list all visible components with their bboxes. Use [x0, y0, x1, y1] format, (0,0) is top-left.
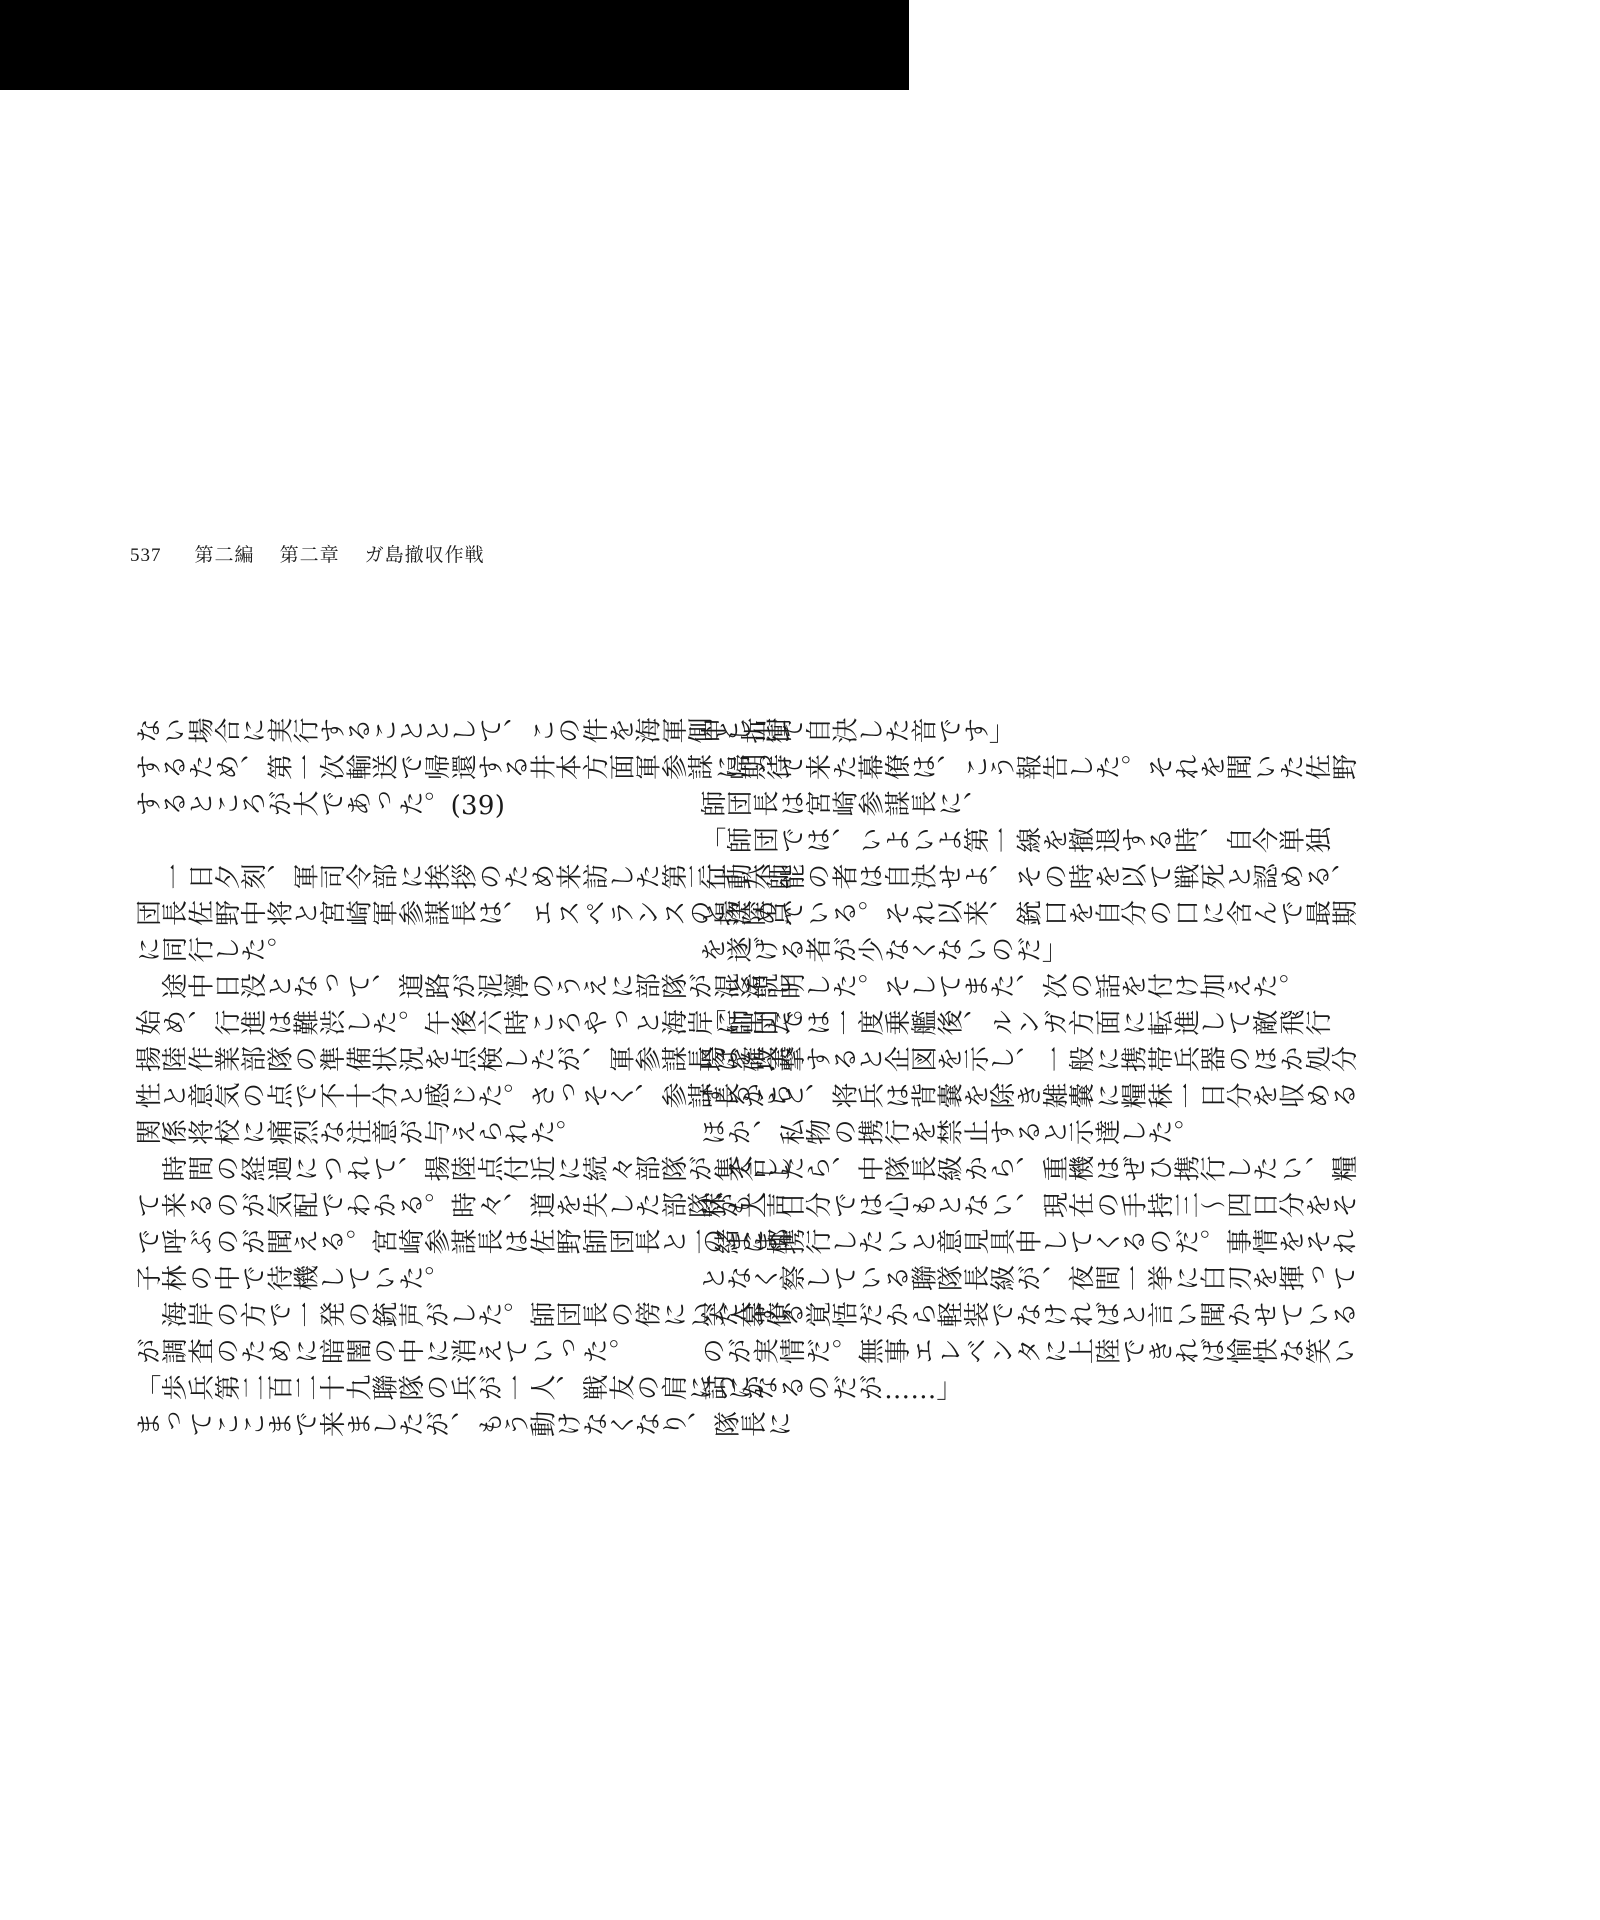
text-line: が調査のために暗闇の中に消えていった。 — [135, 1338, 635, 1369]
text-line: 「師団では一度乗艦後、ルンガ方面に転進して敵飛行 — [700, 1010, 1332, 1040]
text-line: と決めている。それ以来、銃口を自分の口に含んで最期 — [700, 900, 1358, 931]
text-line: まってここまで来ましたが、もう動けなくなり、隊長に — [135, 1411, 793, 1442]
text-line: 子林の中で待機していた。 — [135, 1265, 451, 1296]
text-line: で呼ぶのが聞える。宮崎参謀長は佐野師団長と一緒に椰 — [135, 1229, 793, 1259]
text-line: 途中日没となって、道路が泥濘のうえに部隊が混淆し — [135, 973, 793, 1004]
text-line: 申し出て自決した音です」 — [700, 718, 1016, 748]
lower-text-block — [700, 715, 1600, 1405]
text-line: 性と意気の点で不十分と感じた。さっそく、参謀長から — [135, 1083, 793, 1113]
text-line: 一日夕刻、軍司令部に挨拶のため来訪した第三十八師 — [135, 864, 793, 894]
text-line: 行動不能の者は自決せよ、その時を以て戦死と認める、 — [700, 864, 1358, 894]
text-line: に同行した。 — [135, 937, 293, 967]
text-line: 「歩兵第二百二十九聯隊の兵が一人、戦友の肩につか — [135, 1375, 767, 1405]
chapter-title: 第二章 — [279, 544, 340, 566]
text-line: のが実情だ。無事エレベンタに上陸できれば愉快な笑い — [700, 1338, 1358, 1369]
text-line: ほか、私物の携行を禁止すると示達した。 — [700, 1119, 1200, 1150]
text-line: ない場合に実行することとして、この件を海軍側と折衝 — [135, 718, 793, 748]
text-line: 秣も一日分では心もとない、現在の手持三〜四日分をそ — [700, 1192, 1358, 1223]
running-head — [130, 540, 503, 567]
text-line: と説明した。そしてまた、次の話を付け加えた。 — [700, 973, 1305, 1004]
text-line: 場を攻撃すると企図を示し、一般に携帯兵器のほか処分 — [700, 1046, 1358, 1077]
text-line: となく察している聯隊長級が、夜間一挙に白刃を揮って — [700, 1265, 1358, 1296]
text-line: を遂げる者が少なくないのだ」 — [700, 937, 1069, 967]
text-line: 海岸の方で一発の銃声がした。師団長の傍にいた幕僚 — [135, 1302, 793, 1332]
text-line: のまま携行したいと意見具申してくるのだ。事情をそれ — [700, 1229, 1358, 1259]
text-line: 揚陸作業部隊の準備状況を点検したが、軍参謀長は確実 — [135, 1046, 793, 1077]
text-line: 関係将校に痛烈な注意が与えられた。 — [135, 1119, 583, 1150]
text-line: 「師団では、いよいよ第一線を撤退する時、自今単独 — [700, 827, 1332, 858]
text-line: するため、第一次輸送で帰還する井本方面軍参謀に期待 — [135, 754, 793, 785]
text-line: 師団長は宮崎参謀長に、 — [700, 791, 990, 821]
book-page — [0, 90, 1358, 1920]
text-line: 帰って来た幕僚は、こう報告した。それを聞いた佐野 — [700, 754, 1358, 785]
text-line: 突入する覚悟だから軽装でなければと言い聞かせている — [700, 1302, 1358, 1332]
top-black-bar — [0, 0, 909, 90]
text-line: 団長佐野中将と宮崎軍参謀長は、エスペランスの揚陸点 — [135, 900, 793, 931]
page-number: 537 — [130, 545, 162, 566]
text-line: そしたら、中隊長級から、重機はぜひ携行したい、糧 — [700, 1156, 1358, 1186]
part-title: 第二編 — [194, 544, 255, 566]
text-line: するところが大であった。(39) — [135, 791, 506, 821]
text-line: 時間の経過につれて、揚陸点付近に続々部隊が集合し — [135, 1156, 793, 1186]
text-line: すること、将兵は背嚢を除き雑嚢に糧秣一日分を収める — [700, 1083, 1358, 1113]
section-title: ガ島撤収作戦 — [364, 544, 485, 566]
text-line: て来るのが気配でわかる。時々、道を失した部隊が大声 — [135, 1192, 793, 1223]
rotated-text-frame-lower — [700, 715, 1600, 1405]
text-line: 話になるのだが……」 — [700, 1375, 963, 1405]
text-line: 始め、行進は難渋した。午後六時ころやっと海岸に出た。 — [135, 1010, 819, 1040]
